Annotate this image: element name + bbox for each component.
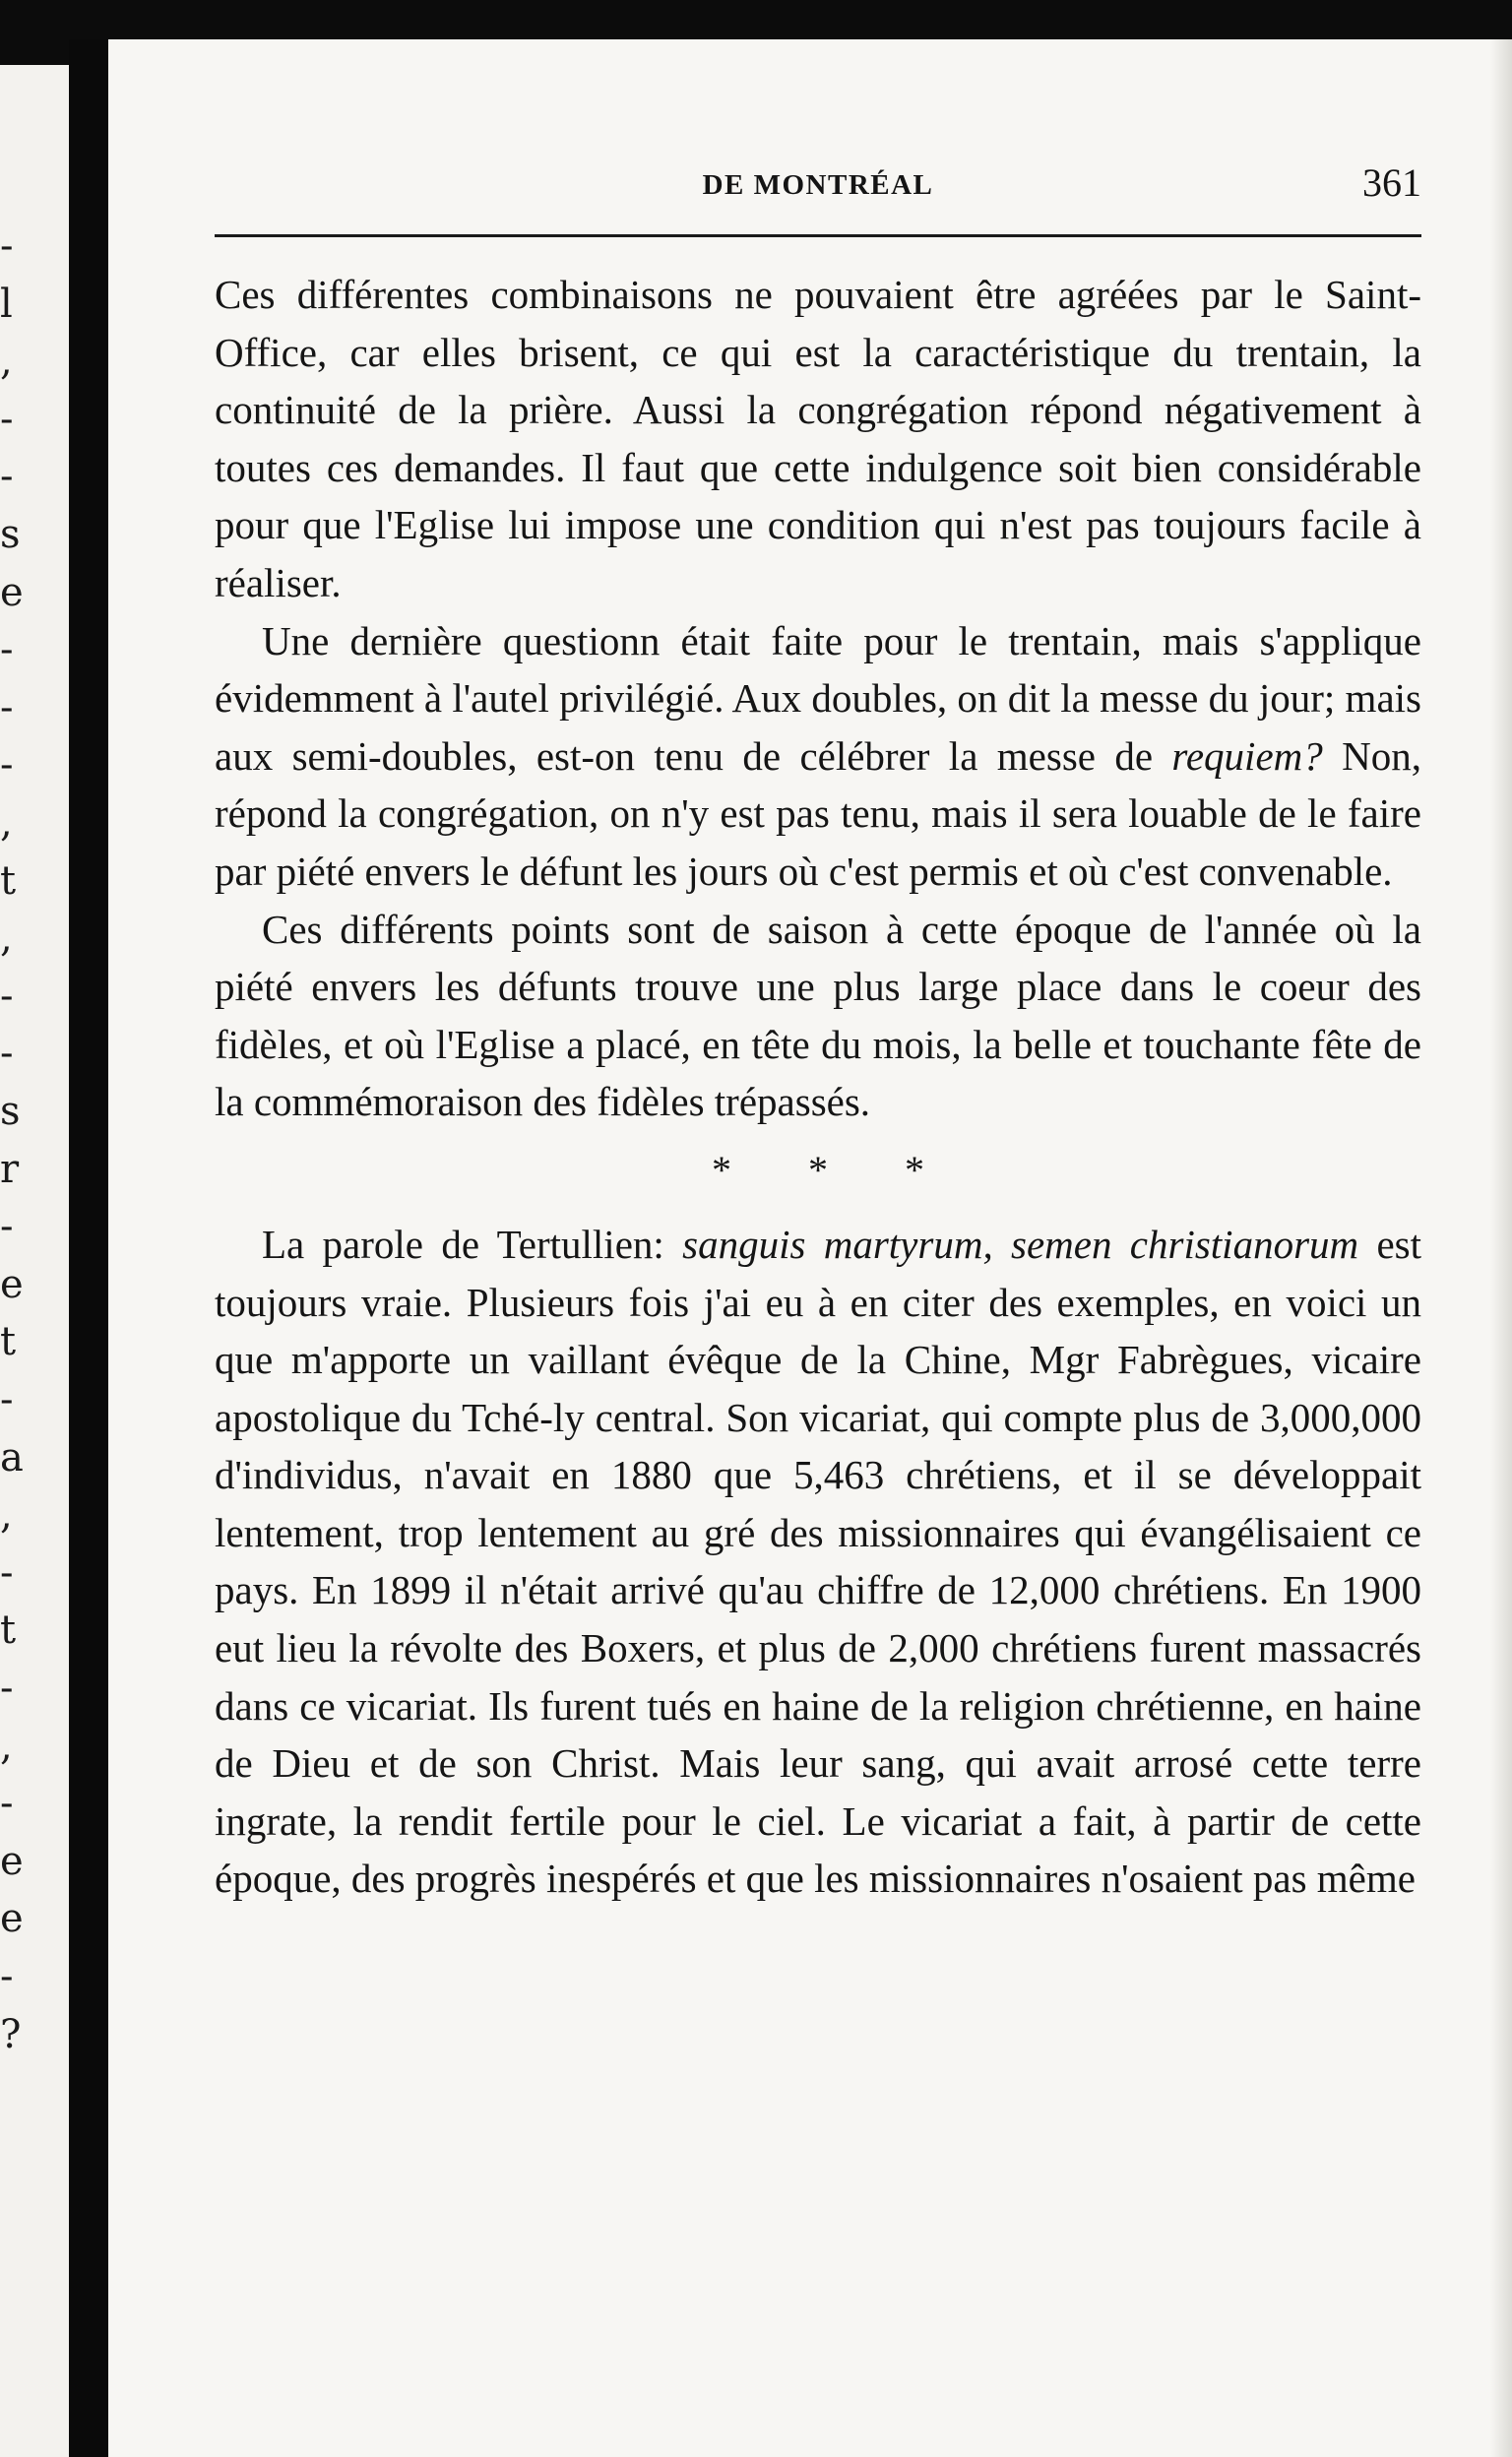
paragraph-4 (215, 1216, 1421, 1908)
adjacent-page-mark: s (0, 512, 21, 557)
page-edge-shadow (1490, 39, 1512, 2457)
paragraph-4-italic: sanguis martyrum, semen christianorum (682, 1221, 1359, 1267)
paragraph-4-text-b: est toujours vraie. Plusieurs fois j'ai eu à en citer des exemples, en voici un que m'apporte un vaillant évêque de la Chine, Mgr Fabrègues, vicaire apostolique du Tché-ly central. Son vicariat, qui compte plus de 3,000,000 d'individus, n'avait en 1880 que 5,463 chrétiens, et il se développait lentement, trop lentement au gré des missionnaires qui évangélisaient ce pays. En 1899 il n'était arrivé qu'au chiffre de 12,000 chrétiens. En 1900 eut lieu la révolte des Boxers, et plus de 2,000 chrétiens furent massacrés dans ce vicariat. Ils furent tués en haine de la religion chrétienne, en haine de Dieu et de son Christ. Mais leur sang, qui avait arrosé cette terre ingrate, la rendit fertile pour le ciel. Le vicariat a fait, à partir de cette époque, des progrès inespérés et que les missionnaires n'osaient pas même (215, 1221, 1422, 1902)
paragraph-3: Ces différents points sont de saison à cette époque de l'année où la piété envers les défunts trouve une plus large place dans le coeur des fidèles, et où l'Eglise a placé, en tête du mois, la belle et touchante fête de la commémoraison des fidèles trépassés. (215, 906, 1421, 1125)
adjacent-page-mark: - (0, 1666, 14, 1711)
adjacent-page-mark: e (0, 569, 24, 615)
adjacent-page-mark: e (0, 1896, 24, 1942)
header-rule (215, 234, 1421, 237)
adjacent-page-edge (0, 65, 69, 2457)
adjacent-page-mark: , (0, 1723, 13, 1769)
adjacent-page-mark: s (0, 1089, 21, 1134)
adjacent-page-mark: e (0, 1261, 24, 1307)
adjacent-page-mark: ? (0, 2011, 22, 2057)
adjacent-page-mark: e (0, 1838, 24, 1884)
paragraph-2-italic: requiem? (1171, 732, 1323, 779)
page-number: 361 (1362, 160, 1421, 205)
book-gutter (69, 39, 108, 2457)
adjacent-page-mark: t (0, 857, 17, 904)
adjacent-page-mark: - (0, 1377, 14, 1422)
adjacent-page-mark: - (0, 1954, 14, 1999)
adjacent-page-mark: , (0, 1492, 13, 1539)
adjacent-page-mark: , (0, 339, 13, 385)
adjacent-page-mark: - (0, 1549, 14, 1596)
adjacent-page-mark: t (0, 1319, 17, 1365)
body-text (215, 266, 1421, 1908)
paragraph-2-text-a: Une dernière questionn était faite pour le trentain, mais s'applique évidemment à l'autel privilégié. Aux doubles, on dit la messe du jour; mais aux semi-doubles, est-on tenu de célébrer la messe de (215, 617, 1421, 779)
adjacent-page-mark: , (0, 800, 13, 846)
adjacent-page-mark: - (0, 684, 14, 730)
paragraph-2 (215, 612, 1421, 901)
paragraph-4-text-a: La parole de Tertullien: (262, 1221, 683, 1267)
paragraph-1: Ces différentes combinaisons ne pouvaient être agréées par le Saint-Office, car elles brisent, ce qui est la caractéristique du trentain, la continuité de la prière. Aussi la congrégation répond négativement à toutes ces demandes. Il faut que cette indulgence soit bien considérable pour que l'Eglise lui impose une condition qui n'est pas toujours facile à réaliser. (215, 272, 1421, 605)
adjacent-page-mark: a (0, 1434, 24, 1480)
section-separator: * * * (712, 1147, 958, 1192)
adjacent-page-mark: - (0, 1031, 14, 1077)
adjacent-page-mark: - (0, 742, 14, 788)
adjacent-page-mark: - (0, 223, 14, 269)
running-title: DE MONTRÉAL (702, 169, 934, 201)
adjacent-page-mark: - (0, 1204, 14, 1250)
adjacent-page-mark: - (0, 1781, 14, 1827)
adjacent-page-mark: t (0, 1607, 17, 1654)
adjacent-page-mark: - (0, 454, 14, 500)
running-head (215, 156, 1421, 215)
adjacent-page-mark: - (0, 627, 14, 673)
paragraph-2-text-b: Non, répond la congrégation, on n'y est pas tenu, mais il sera louable de le faire par piété envers le défunt les jours où c'est permis et où c'est convenable. (215, 732, 1421, 894)
adjacent-page-mark: - (0, 973, 14, 1019)
book-page (108, 39, 1512, 2457)
adjacent-page-mark: , (0, 915, 13, 962)
adjacent-page-mark: r (0, 1146, 20, 1192)
adjacent-page-mark: - (0, 396, 14, 442)
adjacent-page-mark: l (0, 281, 13, 327)
